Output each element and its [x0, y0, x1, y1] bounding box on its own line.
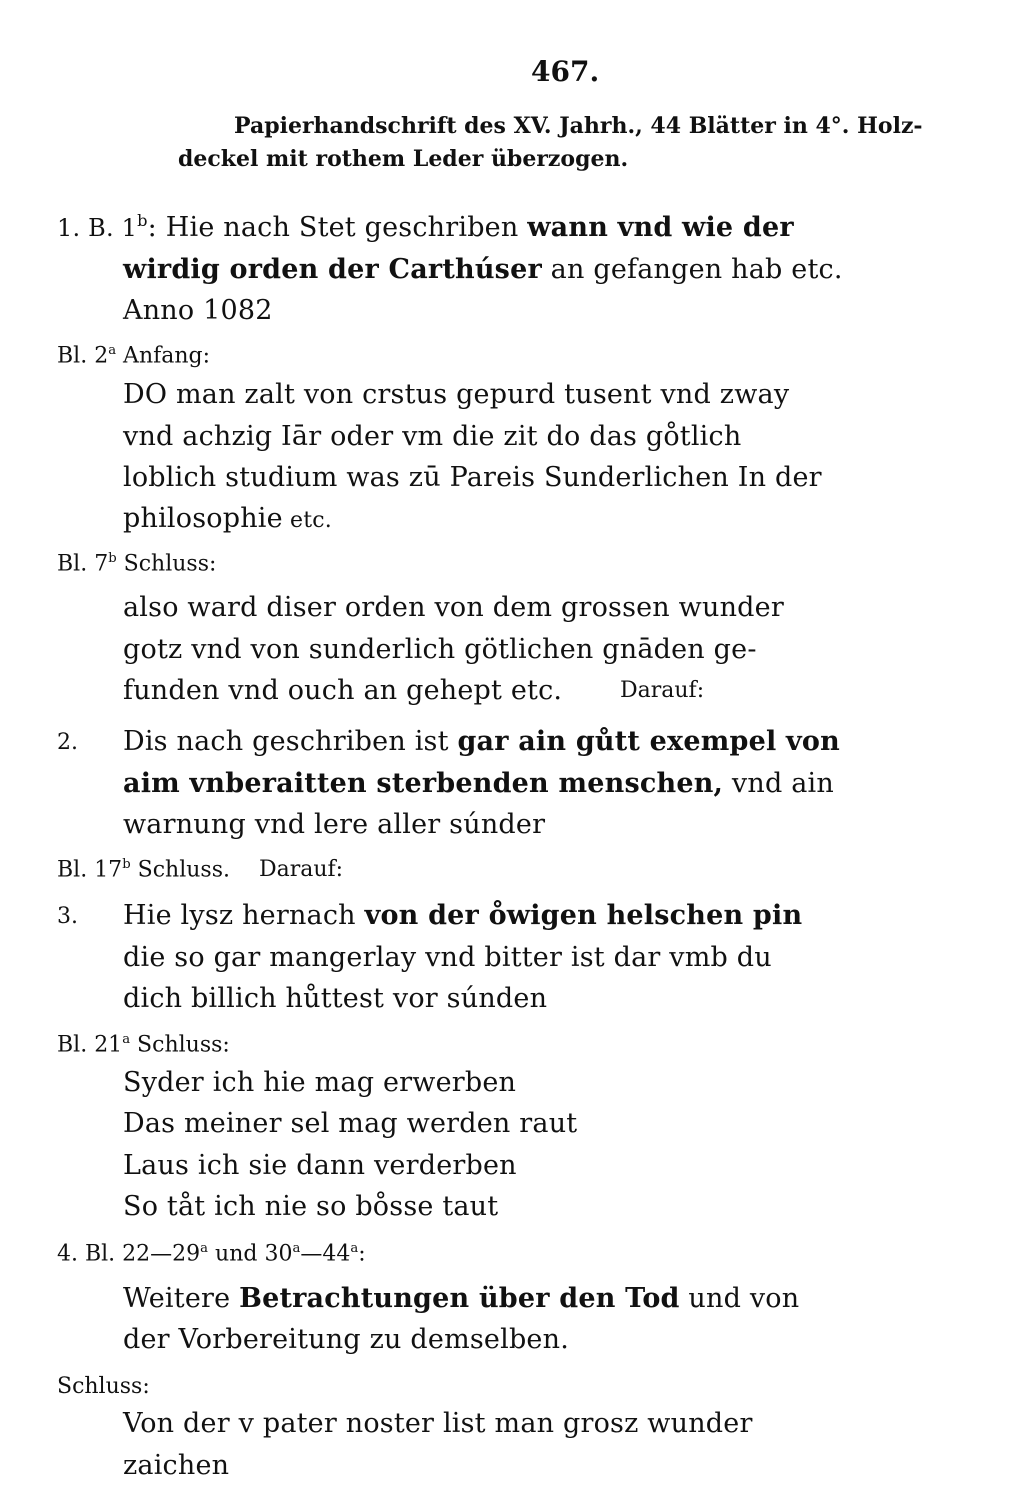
item-4-schluss-line-1: Von der v pater noster list man grosz wunder: [123, 1408, 753, 1439]
item-1-schluss-line-3: funden vnd ouch an gehept etc.: [123, 675, 563, 706]
item-1-title-line-2: [123, 256, 843, 283]
item-4-ref-colon: :: [358, 1241, 366, 1267]
item-3-schluss-label: Schluss:: [130, 1032, 230, 1058]
item-2-number: 2.: [57, 730, 78, 755]
item-2-title-line-1: [123, 728, 840, 755]
schluss-label: Schluss:: [116, 551, 217, 577]
item-2-schluss-ref-sup: b: [122, 857, 131, 872]
item-4-sup-a: a: [200, 1241, 209, 1256]
item-1-anfang-line-4: [123, 505, 332, 532]
item-1-ref-colon: :: [147, 212, 157, 243]
schluss-ref-sup: b: [108, 551, 117, 566]
manuscript-description-line-1: Papierhandschrift des XV. Jahrh., 44 Blätter in 4°. Holz-: [234, 113, 923, 139]
item-4-schluss-line-2: zaichen: [123, 1450, 230, 1481]
item-1-schluss-ref: [57, 552, 216, 575]
anfang-ref-sup: a: [108, 343, 117, 358]
item-4-title-bold: Betrachtungen über den Tod: [239, 1283, 680, 1314]
item-3-line-2: die so gar mangerlay vnd bitter ist dar vmb du: [123, 942, 772, 973]
anfang-etc: etc.: [282, 508, 332, 533]
item-1-anfang-line-3: loblich studium was zū Pareis Sunderlichen In der: [123, 462, 822, 493]
item-1-anfang-line-1: DO man zalt von crstus gepurd tusent vnd zway: [123, 379, 790, 410]
item-1-title-text-2: an gefangen hab etc.: [541, 254, 843, 285]
item-4-schluss-label: Schluss:: [57, 1374, 150, 1399]
verse-line-1: Syder ich hie mag erwerben: [123, 1067, 517, 1098]
item-4-ref-b: und 30: [208, 1241, 293, 1267]
item-3-schluss-ref-text: Bl. 21: [57, 1032, 123, 1058]
item-2-darauf: Darauf:: [258, 857, 344, 883]
item-1-year: Anno 1082: [123, 295, 273, 326]
item-2-title-text: Dis nach geschriben ist: [123, 726, 458, 757]
item-2-title-text-2: vnd ain: [723, 768, 834, 799]
item-3-title-text: Hie lysz hernach: [123, 900, 365, 931]
item-1-schluss-line-2: gotz vnd von sunderlich götlichen gnāden ge-: [123, 634, 757, 665]
item-3-number: 3.: [57, 904, 78, 929]
item-1-anfang-line-2: vnd achzig Iār oder vm die zit do das go̊tlich: [123, 421, 742, 452]
item-1-ref-sup: b: [137, 211, 148, 230]
item-3-schluss-ref: [57, 1033, 230, 1056]
schluss-ref: Bl. 7: [57, 551, 109, 577]
item-1-schluss-line-1: also ward diser orden von dem grossen wunder: [123, 592, 784, 623]
item-4-ref: [57, 1242, 366, 1265]
item-3-title-bold: von der o̊wigen helschen pin: [364, 900, 803, 931]
item-2-schluss-ref: [57, 858, 343, 881]
item-4-sup-c: a: [350, 1241, 359, 1256]
item-4-title-line-1: [123, 1285, 799, 1312]
item-4-title-text: Weitere: [123, 1283, 240, 1314]
item-1-ref: 1. B. 1: [57, 214, 138, 242]
anfang-ref: Bl. 2: [57, 343, 109, 369]
item-1-title-bold: wann vnd wie der: [527, 212, 794, 243]
item-1-title-text: Hie nach Stet geschriben: [165, 212, 528, 243]
item-2-title-bold: gar ain gůtt exempel von: [457, 726, 840, 757]
item-4-sup-b: a: [292, 1241, 301, 1256]
item-4-ref-c: —44: [300, 1241, 351, 1267]
item-3-title-line-1: [123, 902, 802, 929]
verse-line-4: So tåt ich nie so bo̊sse taut: [123, 1191, 499, 1222]
anfang-label: Anfang:: [116, 343, 211, 369]
item-1-title-bold-2: wirdig orden der Carthúser: [123, 254, 542, 285]
item-4-title-text-2: und von: [679, 1283, 800, 1314]
manuscript-description-line-2: deckel mit rothem Leder überzogen.: [178, 146, 629, 172]
item-1-anfang-ref: [57, 344, 210, 367]
item-2-title-bold-2: aim vnberaitten sterbenden menschen,: [123, 768, 724, 799]
item-2-title-line-2: [123, 770, 834, 797]
page-number: 467.: [531, 55, 600, 88]
verse-line-2: Das meiner sel mag werden raut: [123, 1108, 578, 1139]
item-2-title-line-3: warnung vnd lere aller súnder: [123, 809, 546, 840]
item-1-darauf: Darauf:: [620, 678, 705, 703]
item-3-schluss-ref-sup: a: [122, 1032, 131, 1047]
item-1-title-line-1: [57, 213, 794, 241]
item-4-ref-a: 4. Bl. 22—29: [57, 1241, 201, 1267]
item-3-line-3: dich billich hůttest vor súnden: [123, 983, 548, 1014]
item-2-schluss-ref-text: Bl. 17: [57, 857, 123, 883]
item-2-schluss-label: Schluss.: [130, 857, 230, 883]
verse-line-3: Laus ich sie dann verderben: [123, 1150, 517, 1181]
item-4-title-line-2: der Vorbereitung zu demselben.: [123, 1324, 569, 1355]
anfang-last-word: philosophie: [123, 503, 283, 534]
